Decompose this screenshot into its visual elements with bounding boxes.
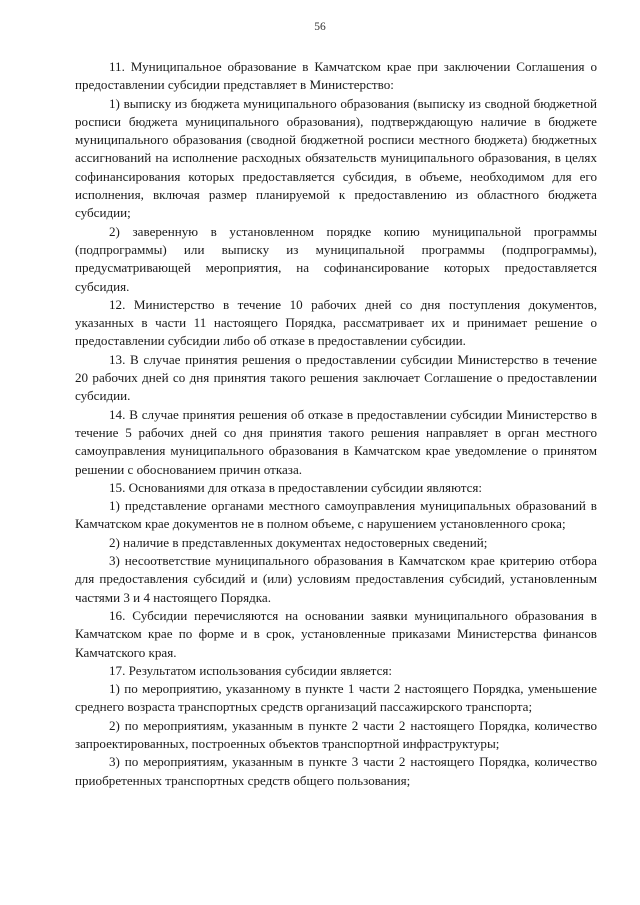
paragraph-16: 16. Субсидии перечисляются на основании заявки муниципального образования в Камчатском крае по форме и в срок, установленные приказами Министерства финансов Камчатского края. (75, 607, 597, 660)
paragraph-15-item-1: 1) представление органами местного самоуправления муниципальных образований в Камчатском крае документов не в полном объеме, с нарушением установленного срока; (75, 498, 597, 532)
paragraph-17-item-3: 3) по мероприятиям, указанным в пункте 3 части 2 настоящего Порядка, количество приобретенных транспортных средств общего пользования; (75, 754, 597, 788)
paragraph-12: 12. Министерство в течение 10 рабочих дней со дня поступления документов, указанных в части 11 настоящего Порядка, рассматривает их и принимает решение о предоставлении субсидии либо об отказе в предоставлении субсидии. (75, 296, 597, 349)
paragraph-11-item-1: 1) выписку из бюджета муниципального образования (выписку из сводной бюджетной росписи бюджета муниципального образования), подтверждающую наличие в бюджете муниципального образования (сводной бюджетной росписи местного бюджета) бюджетных ассигнований на исполнение расходных обязательств муниципального образования, в целях софинансирования которых предоставляется субсидия, в объеме, необходимом для его исполнения, включая размер планируемой к предоставлению из областного бюджета субсидии; (75, 95, 597, 221)
paragraph-17-item-1: 1) по мероприятию, указанному в пункте 1 части 2 настоящего Порядка, уменьшение среднего возраста транспортных средств организаций пассажирского транспорта; (75, 681, 597, 715)
paragraph-17: 17. Результатом использования субсидии является: (109, 662, 393, 678)
paragraph-15-item-2: 2) наличие в представленных документах недостоверных сведений; (109, 534, 488, 550)
paragraph-14: 14. В случае принятия решения об отказе в предоставлении субсидии Министерство в течение 5 рабочих дней со дня принятия такого решения направляет в орган местного самоуправления муниципального образования в Камчатском крае уведомление о принятом решении с обоснованием причин отказа. (75, 406, 597, 477)
paragraph-11-item-2: 2) заверенную в установленном порядке копию муниципальной программы (подпрограммы) или выписку из муниципальной программы (подпрограммы), предусматривающей мероприятия, на софинансирование которых предоставляется субсидия. (75, 223, 597, 294)
page-number: 56 (314, 21, 326, 33)
paragraph-15-item-3: 3) несоответствие муниципального образования в Камчатском крае критерию отбора для предоставления субсидий и (или) условиям предоставления субсидий, установленным частями 3 и 4 настоящего Порядка. (75, 553, 597, 605)
paragraph-11: 11. Муниципальное образование в Камчатском крае при заключении Соглашения о предоставлении субсидии представляет в Министерство: (75, 59, 597, 93)
document-body (75, 58, 597, 790)
paragraph-15: 15. Основаниями для отказа в предоставлении субсидии являются: (109, 479, 483, 495)
paragraph-17-item-2: 2) по мероприятиям, указанным в пункте 2 части 2 настоящего Порядка, количество запроектированных, построенных объектов транспортной инфраструктуры; (75, 717, 597, 751)
paragraph-13: 13. В случае принятия решения о предоставлении субсидии Министерство в течение 20 рабочих дней со дня принятия такого решения заключает Соглашение о предоставлении субсидии. (75, 351, 597, 404)
